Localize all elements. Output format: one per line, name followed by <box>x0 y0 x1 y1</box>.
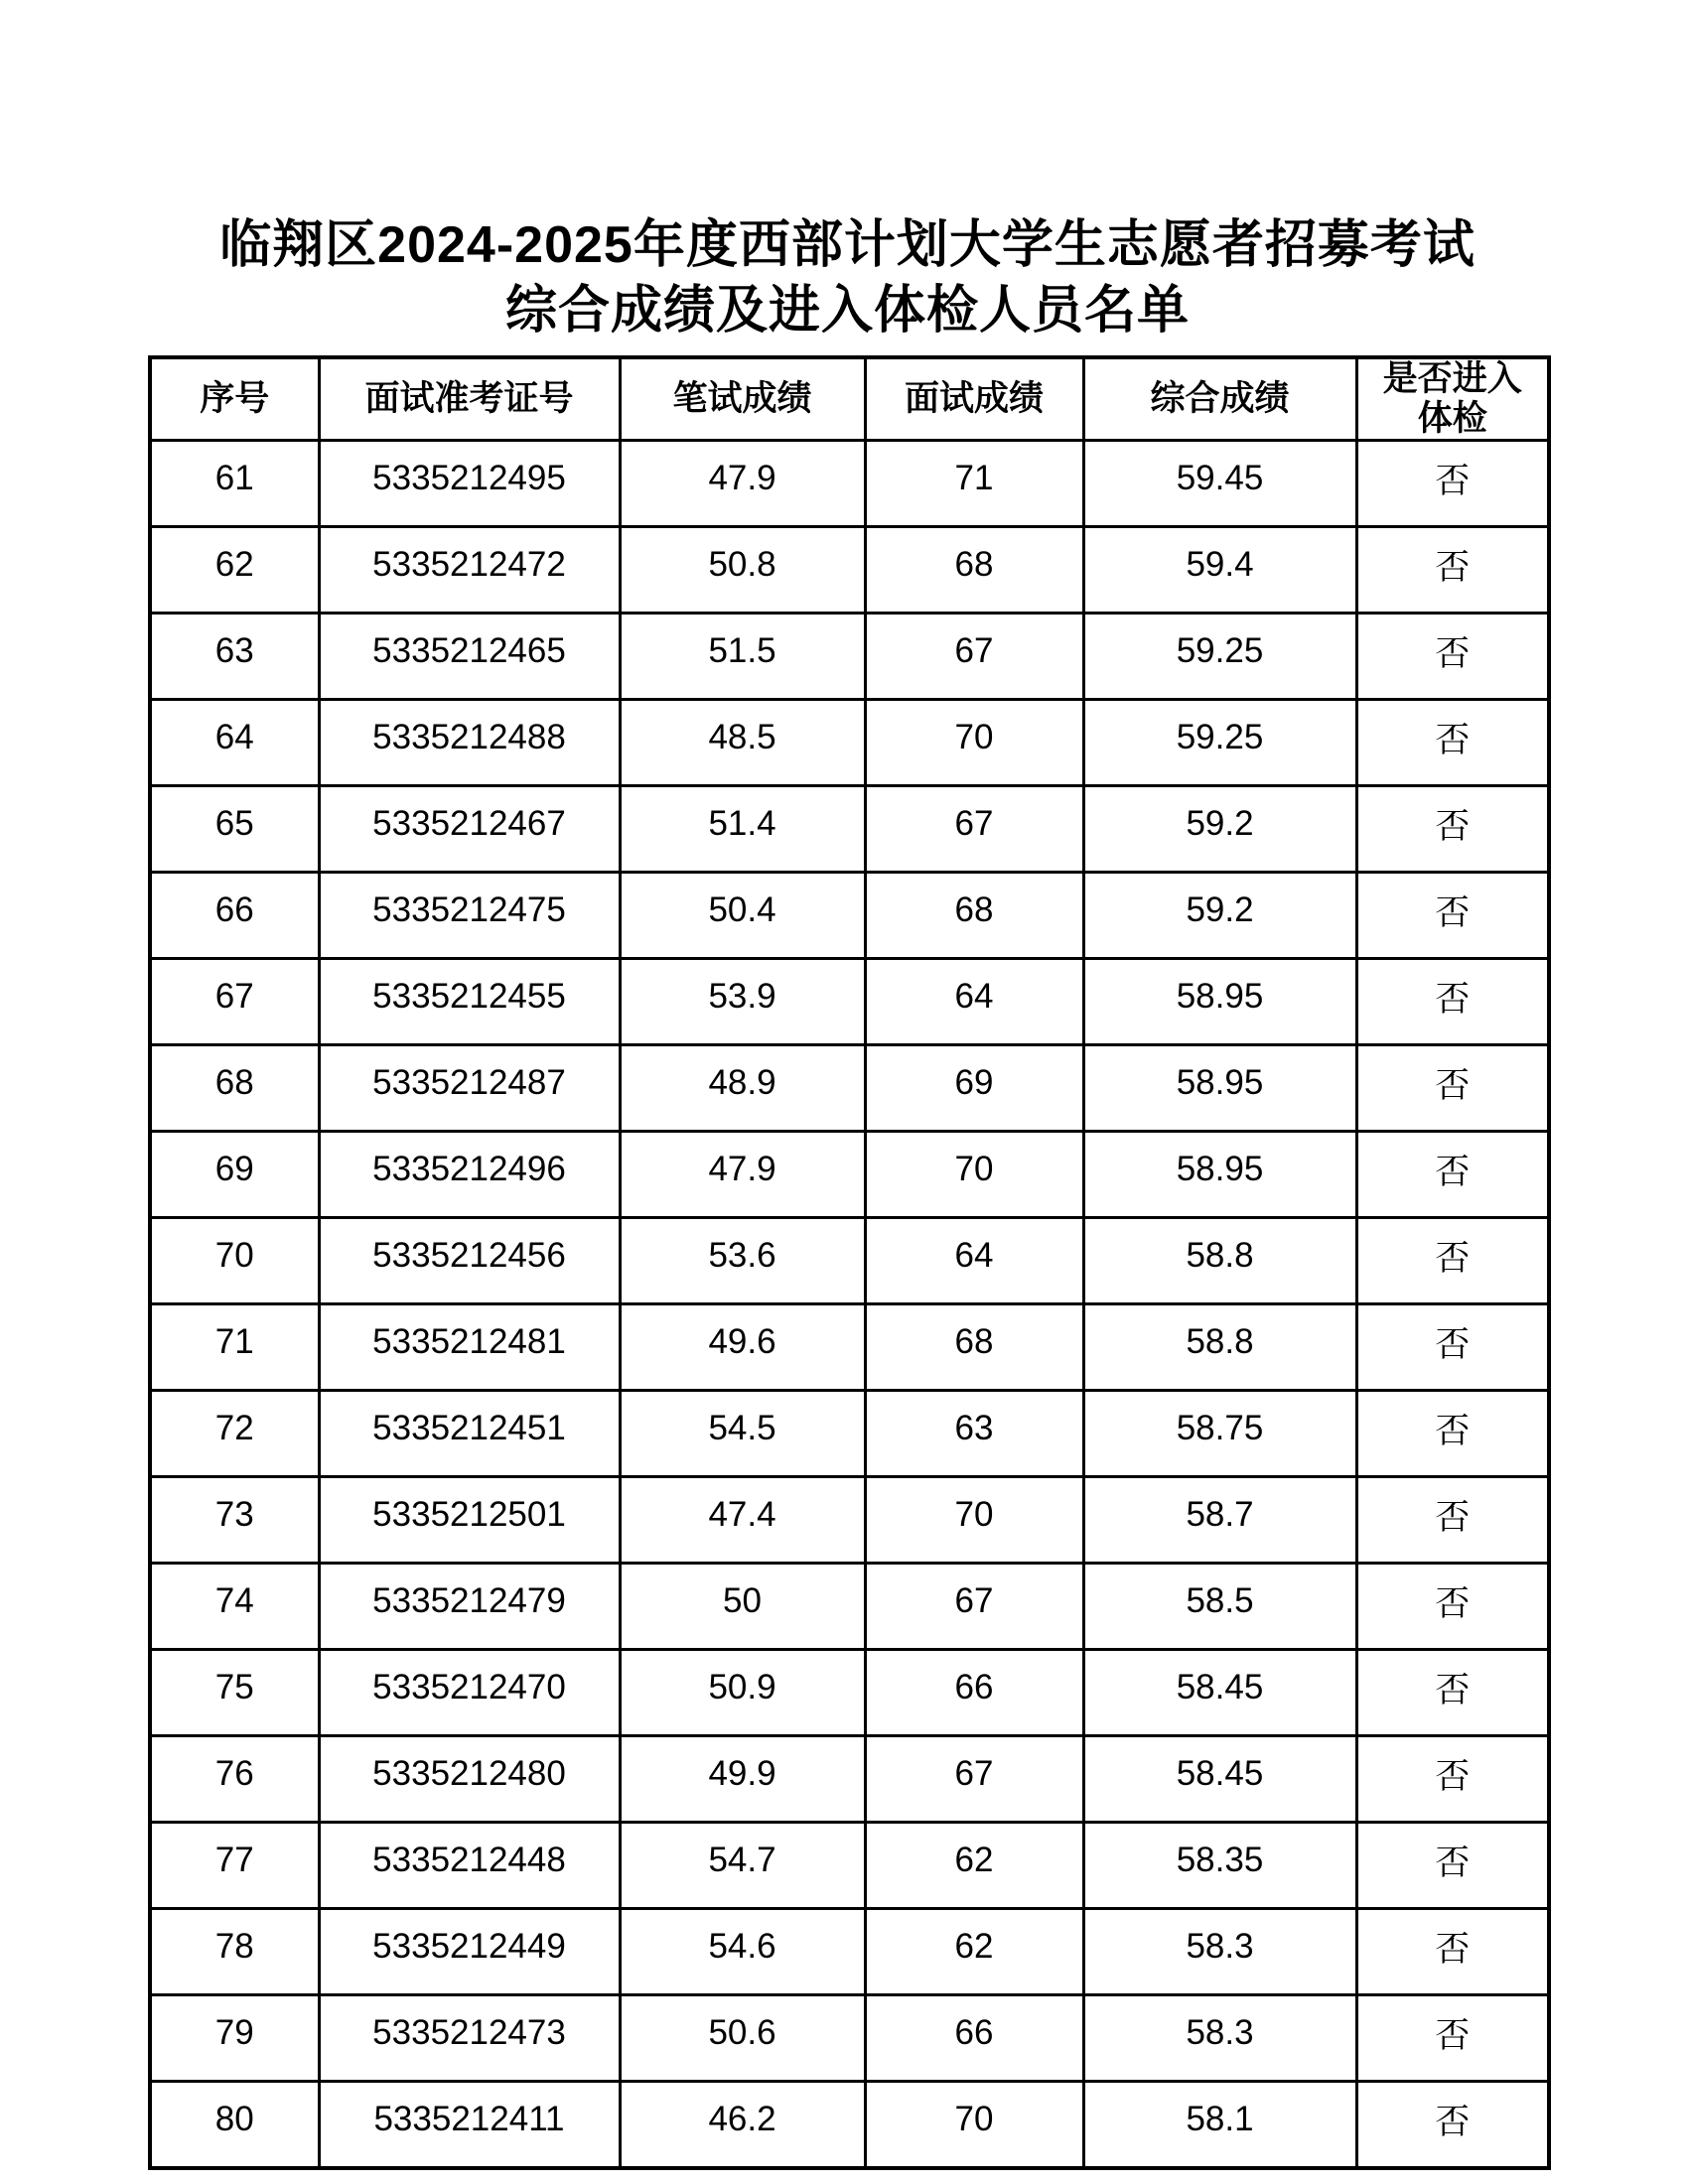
cell-composite-score: 58.35 <box>1083 1823 1356 1909</box>
col-header-medical-check <box>1356 357 1549 441</box>
cell-written-score: 49.9 <box>620 1736 865 1823</box>
cell-seq: 64 <box>150 700 319 786</box>
cell-composite-score: 58.8 <box>1083 1218 1356 1304</box>
cell-admission-no: 5335212451 <box>319 1391 620 1477</box>
cell-seq: 75 <box>150 1650 319 1736</box>
cell-medical-check: 否 <box>1356 2082 1549 2169</box>
cell-composite-score: 59.45 <box>1083 441 1356 527</box>
cell-composite-score: 58.3 <box>1083 1909 1356 1995</box>
cell-seq: 68 <box>150 1045 319 1132</box>
cell-composite-score: 58.7 <box>1083 1477 1356 1564</box>
table-row <box>150 1477 1549 1564</box>
cell-composite-score: 58.3 <box>1083 1995 1356 2082</box>
cell-medical-check: 否 <box>1356 1909 1549 1995</box>
cell-written-score: 50.8 <box>620 527 865 614</box>
cell-seq: 80 <box>150 2082 319 2169</box>
table-row <box>150 700 1549 786</box>
cell-written-score: 50.6 <box>620 1995 865 2082</box>
cell-interview-score: 67 <box>865 1564 1083 1650</box>
cell-medical-check: 否 <box>1356 873 1549 959</box>
cell-admission-no: 5335212501 <box>319 1477 620 1564</box>
cell-written-score: 47.9 <box>620 1132 865 1218</box>
cell-admission-no: 5335212455 <box>319 959 620 1045</box>
cell-seq: 73 <box>150 1477 319 1564</box>
cell-seq: 66 <box>150 873 319 959</box>
cell-medical-check: 否 <box>1356 1995 1549 2082</box>
cell-interview-score: 70 <box>865 700 1083 786</box>
table-row <box>150 1045 1549 1132</box>
cell-admission-no: 5335212475 <box>319 873 620 959</box>
col-header-written-score: 笔试成绩 <box>620 357 865 441</box>
cell-composite-score: 58.5 <box>1083 1564 1356 1650</box>
cell-written-score: 54.6 <box>620 1909 865 1995</box>
cell-written-score: 50 <box>620 1564 865 1650</box>
score-table-body <box>150 441 1549 2169</box>
cell-medical-check: 否 <box>1356 1736 1549 1823</box>
cell-seq: 65 <box>150 786 319 873</box>
cell-admission-no: 5335212487 <box>319 1045 620 1132</box>
cell-interview-score: 62 <box>865 1823 1083 1909</box>
cell-interview-score: 68 <box>865 873 1083 959</box>
cell-admission-no: 5335212465 <box>319 614 620 700</box>
table-row <box>150 1736 1549 1823</box>
cell-interview-score: 67 <box>865 614 1083 700</box>
table-row <box>150 959 1549 1045</box>
table-row <box>150 1909 1549 1995</box>
cell-medical-check: 否 <box>1356 1304 1549 1391</box>
col-header-interview-score: 面试成绩 <box>865 357 1083 441</box>
cell-composite-score: 58.95 <box>1083 1132 1356 1218</box>
cell-medical-check: 否 <box>1356 959 1549 1045</box>
cell-interview-score: 67 <box>865 1736 1083 1823</box>
cell-seq: 74 <box>150 1564 319 1650</box>
cell-interview-score: 64 <box>865 1218 1083 1304</box>
table-row <box>150 1304 1549 1391</box>
cell-medical-check: 否 <box>1356 786 1549 873</box>
cell-admission-no: 5335212456 <box>319 1218 620 1304</box>
col-header-composite-score: 综合成绩 <box>1083 357 1356 441</box>
cell-medical-check: 否 <box>1356 1823 1549 1909</box>
col-header-admission-no: 面试准考证号 <box>319 357 620 441</box>
cell-composite-score: 59.25 <box>1083 700 1356 786</box>
table-row <box>150 873 1549 959</box>
score-table <box>148 355 1551 2170</box>
cell-written-score: 54.7 <box>620 1823 865 1909</box>
cell-medical-check: 否 <box>1356 1132 1549 1218</box>
cell-seq: 61 <box>150 441 319 527</box>
cell-composite-score: 58.45 <box>1083 1650 1356 1736</box>
cell-composite-score: 58.1 <box>1083 2082 1356 2169</box>
cell-admission-no: 5335212472 <box>319 527 620 614</box>
cell-seq: 70 <box>150 1218 319 1304</box>
cell-medical-check: 否 <box>1356 1477 1549 1564</box>
table-row <box>150 1564 1549 1650</box>
table-row <box>150 1650 1549 1736</box>
cell-seq: 63 <box>150 614 319 700</box>
cell-interview-score: 66 <box>865 1650 1083 1736</box>
cell-composite-score: 59.25 <box>1083 614 1356 700</box>
table-row <box>150 527 1549 614</box>
cell-written-score: 51.5 <box>620 614 865 700</box>
cell-interview-score: 67 <box>865 786 1083 873</box>
cell-written-score: 50.9 <box>620 1650 865 1736</box>
cell-written-score: 53.9 <box>620 959 865 1045</box>
cell-composite-score: 58.95 <box>1083 1045 1356 1132</box>
cell-interview-score: 66 <box>865 1995 1083 2082</box>
cell-composite-score: 58.45 <box>1083 1736 1356 1823</box>
cell-seq: 77 <box>150 1823 319 1909</box>
page-title-line2: 综合成绩及进入体检人员名单 <box>504 282 1190 340</box>
table-row <box>150 786 1549 873</box>
cell-interview-score: 68 <box>865 1304 1083 1391</box>
table-row <box>150 2082 1549 2169</box>
cell-written-score: 48.5 <box>620 700 865 786</box>
page-title <box>148 212 1547 343</box>
cell-interview-score: 63 <box>865 1391 1083 1477</box>
cell-admission-no: 5335212481 <box>319 1304 620 1391</box>
cell-composite-score: 59.4 <box>1083 527 1356 614</box>
col-header-medical-check-label: 是否进入体检 <box>1382 359 1522 438</box>
cell-medical-check: 否 <box>1356 527 1549 614</box>
cell-seq: 67 <box>150 959 319 1045</box>
cell-admission-no: 5335212470 <box>319 1650 620 1736</box>
cell-interview-score: 69 <box>865 1045 1083 1132</box>
cell-seq: 79 <box>150 1995 319 2082</box>
col-header-seq: 序号 <box>150 357 319 441</box>
cell-written-score: 49.6 <box>620 1304 865 1391</box>
cell-medical-check: 否 <box>1356 1045 1549 1132</box>
cell-medical-check: 否 <box>1356 1391 1549 1477</box>
cell-medical-check: 否 <box>1356 1564 1549 1650</box>
table-row <box>150 1995 1549 2082</box>
cell-written-score: 50.4 <box>620 873 865 959</box>
cell-composite-score: 58.75 <box>1083 1391 1356 1477</box>
cell-admission-no: 5335212449 <box>319 1909 620 1995</box>
header-row <box>150 357 1549 441</box>
cell-interview-score: 68 <box>865 527 1083 614</box>
cell-medical-check: 否 <box>1356 614 1549 700</box>
cell-seq: 62 <box>150 527 319 614</box>
cell-admission-no: 5335212495 <box>319 441 620 527</box>
cell-admission-no: 5335212411 <box>319 2082 620 2169</box>
cell-admission-no: 5335212479 <box>319 1564 620 1650</box>
cell-written-score: 48.9 <box>620 1045 865 1132</box>
cell-written-score: 47.9 <box>620 441 865 527</box>
cell-seq: 71 <box>150 1304 319 1391</box>
cell-seq: 78 <box>150 1909 319 1995</box>
table-row <box>150 441 1549 527</box>
cell-admission-no: 5335212473 <box>319 1995 620 2082</box>
cell-seq: 69 <box>150 1132 319 1218</box>
cell-admission-no: 5335212488 <box>319 700 620 786</box>
cell-interview-score: 70 <box>865 1132 1083 1218</box>
cell-interview-score: 64 <box>865 959 1083 1045</box>
cell-medical-check: 否 <box>1356 441 1549 527</box>
table-row <box>150 614 1549 700</box>
table-row <box>150 1391 1549 1477</box>
cell-admission-no: 5335212448 <box>319 1823 620 1909</box>
cell-written-score: 47.4 <box>620 1477 865 1564</box>
cell-written-score: 54.5 <box>620 1391 865 1477</box>
cell-medical-check: 否 <box>1356 700 1549 786</box>
cell-written-score: 46.2 <box>620 2082 865 2169</box>
cell-written-score: 51.4 <box>620 786 865 873</box>
cell-written-score: 53.6 <box>620 1218 865 1304</box>
cell-medical-check: 否 <box>1356 1650 1549 1736</box>
table-row <box>150 1132 1549 1218</box>
cell-seq: 76 <box>150 1736 319 1823</box>
cell-composite-score: 59.2 <box>1083 786 1356 873</box>
cell-seq: 72 <box>150 1391 319 1477</box>
cell-composite-score: 59.2 <box>1083 873 1356 959</box>
cell-interview-score: 70 <box>865 1477 1083 1564</box>
page-title-line1: 临翔区2024-2025年度西部计划大学生志愿者招募考试 <box>219 216 1476 274</box>
score-table-header <box>150 357 1549 441</box>
cell-admission-no: 5335212480 <box>319 1736 620 1823</box>
cell-composite-score: 58.95 <box>1083 959 1356 1045</box>
cell-admission-no: 5335212467 <box>319 786 620 873</box>
cell-interview-score: 71 <box>865 441 1083 527</box>
cell-interview-score: 62 <box>865 1909 1083 1995</box>
table-row <box>150 1823 1549 1909</box>
cell-admission-no: 5335212496 <box>319 1132 620 1218</box>
table-row <box>150 1218 1549 1304</box>
cell-interview-score: 70 <box>865 2082 1083 2169</box>
cell-medical-check: 否 <box>1356 1218 1549 1304</box>
cell-composite-score: 58.8 <box>1083 1304 1356 1391</box>
